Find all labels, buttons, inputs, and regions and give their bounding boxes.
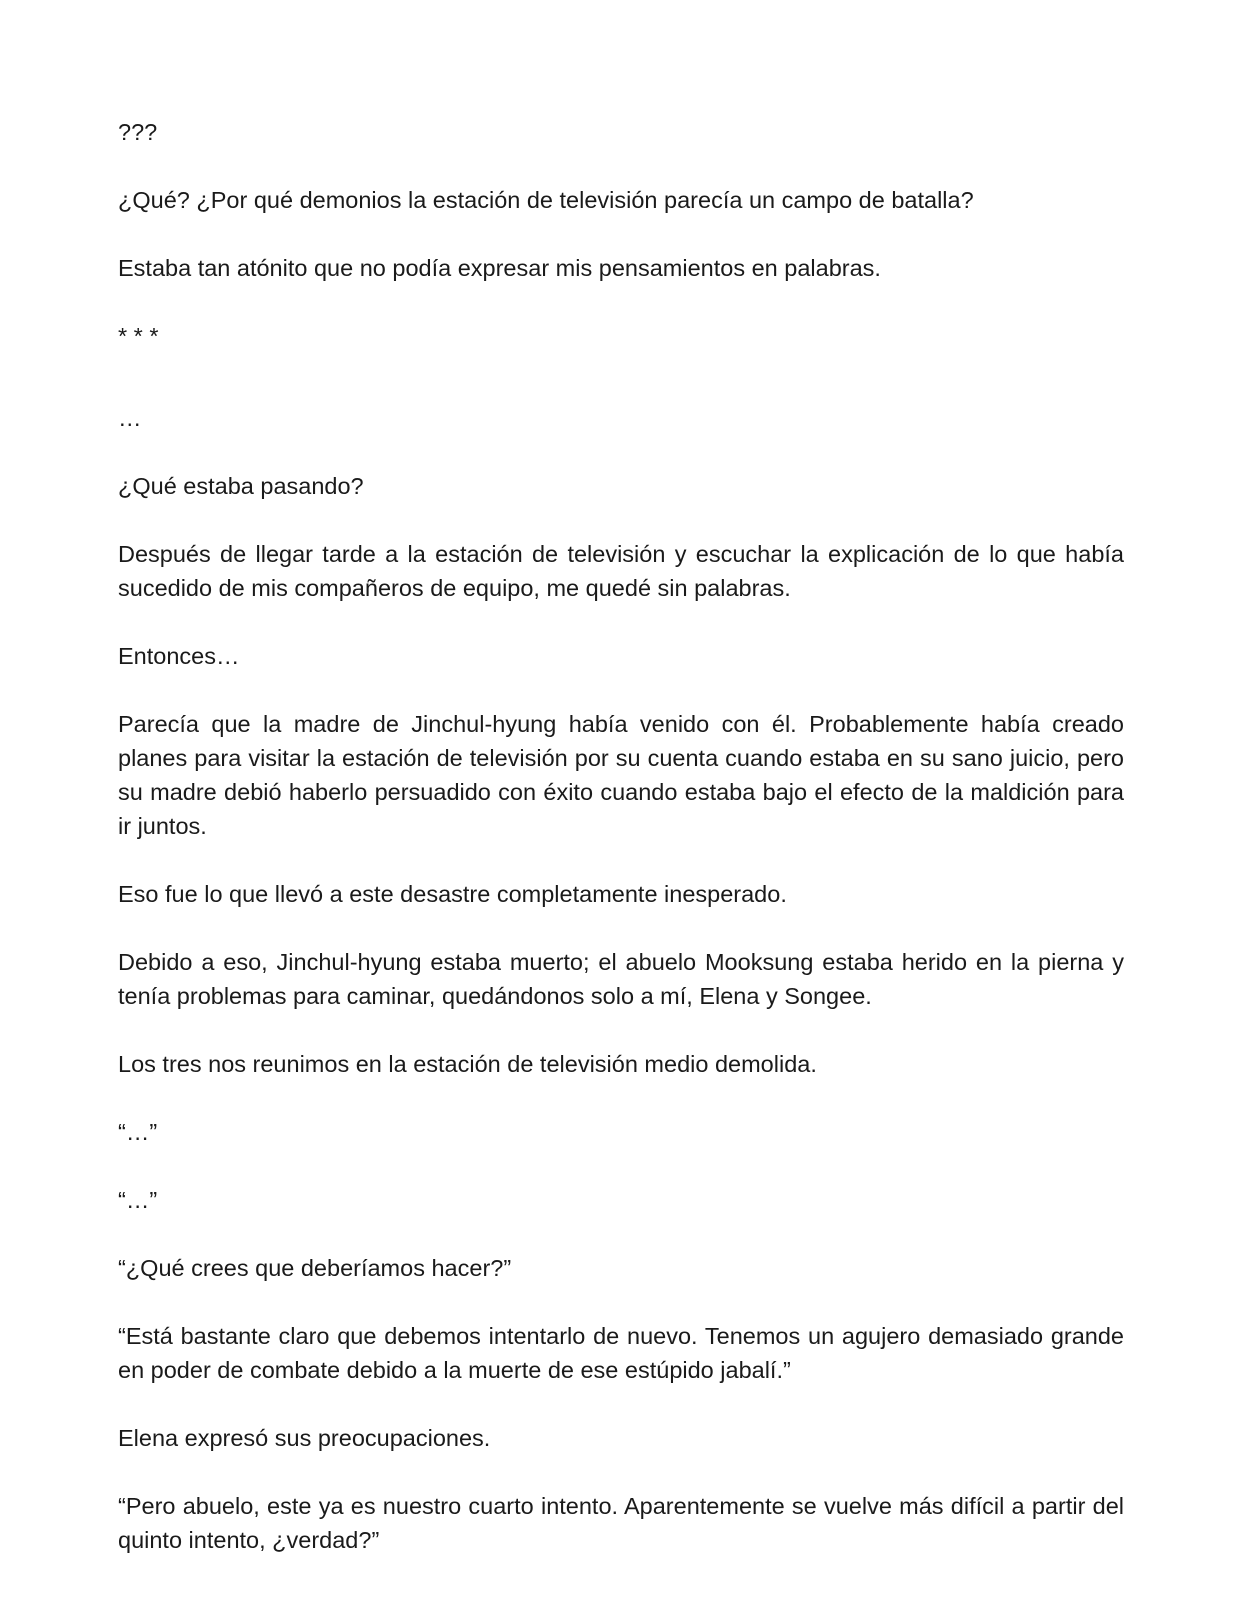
paragraph: … <box>118 405 142 431</box>
paragraph: Eso fue lo que llevó a este desastre completamente inesperado. <box>118 881 787 907</box>
dialogue-line: “¿Qué crees que deberíamos hacer?” <box>118 1255 512 1281</box>
dialogue-line: “…” <box>118 1119 158 1145</box>
paragraph: ¿Qué estaba pasando? <box>118 473 364 499</box>
dialogue-line: “Está bastante claro que debemos intentarlo de nuevo. Tenemos un agujero demasiado grande en poder de combate debido a la muerte de ese estúpido jabalí.” <box>118 1323 1124 1383</box>
paragraph: Después de llegar tarde a la estación de televisión y escuchar la explicación de lo que había sucedido de mis compañeros de equipo, me quedé sin palabras. <box>118 541 1124 601</box>
paragraph: Debido a eso, Jinchul-hyung estaba muerto; el abuelo Mooksung estaba herido en la pierna y tenía problemas para caminar, quedándonos solo a mí, Elena y Songee. <box>118 949 1124 1009</box>
dialogue-line: “Pero abuelo, este ya es nuestro cuarto intento. Aparentemente se vuelve más difícil a partir del quinto intento, ¿verdad?” <box>118 1493 1124 1553</box>
paragraph: Parecía que la madre de Jinchul-hyung había venido con él. Probablemente había creado planes para visitar la estación de televisión por su cuenta cuando estaba en su sano juicio, pero su madre debió haberlo persuadido con éxito cuando estaba bajo el efecto de la maldición para ir juntos. <box>118 711 1124 839</box>
paragraph: Estaba tan atónito que no podía expresar mis pensamientos en palabras. <box>118 255 881 281</box>
paragraph: Elena expresó sus preocupaciones. <box>118 1425 491 1451</box>
paragraph: Entonces… <box>118 643 240 669</box>
dialogue-line: “…” <box>118 1187 158 1213</box>
paragraph: ¿Qué? ¿Por qué demonios la estación de televisión parecía un campo de batalla? <box>118 187 974 213</box>
scene-break: * * * <box>118 323 159 349</box>
paragraph: ??? <box>118 119 158 145</box>
document-body <box>118 115 1124 1591</box>
paragraph: Los tres nos reunimos en la estación de televisión medio demolida. <box>118 1051 817 1077</box>
